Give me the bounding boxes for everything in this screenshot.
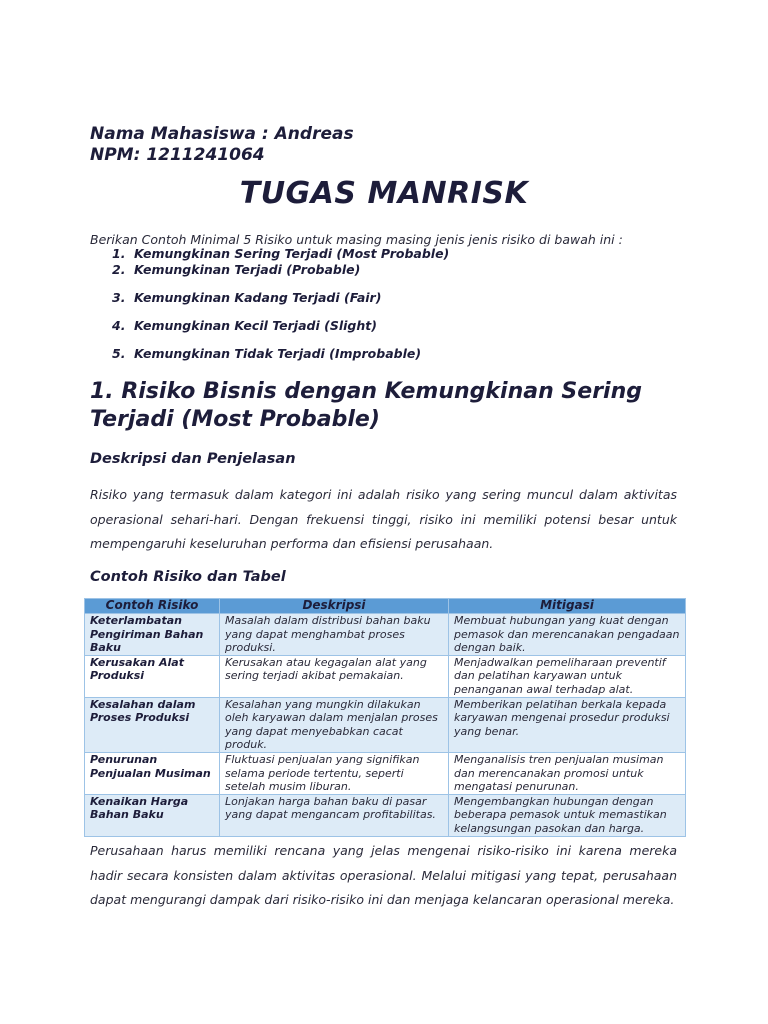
- table-row: [85, 614, 686, 656]
- table-cell: Masalah dalam distribusi bahan baku yang dapat menghambat proses produksi.: [220, 614, 449, 656]
- table-cell: Menjadwalkan pemeliharaan preventif dan pelatihan karyawan untuk penanganan awal terhadap alat.: [449, 655, 686, 697]
- table-header-cell: Mitigasi: [449, 599, 686, 614]
- closing-paragraph: Perusahaan harus memiliki rencana yang jelas mengenai risiko-risiko ini karena mereka hadir secara konsisten dalam aktivitas operasional. Melalui mitigasi yang tepat, perusahaan dapat mengurangi dampak dari risiko-risiko ini dan menjaga kelancaran operasional mereka.: [90, 843, 677, 907]
- table-cell: Menganalisis tren penjualan musiman dan merencanakan promosi untuk mengatasi penurunan.: [449, 752, 686, 794]
- table-cell: Kesalahan dalam Proses Produksi: [85, 697, 220, 752]
- table-cell: Keterlambatan Pengiriman Bahan Baku: [85, 614, 220, 656]
- student-info: [90, 124, 354, 166]
- table-header-cell: Contoh Risiko: [85, 599, 220, 614]
- probability-list-item: 2. Kemungkinan Terjadi (Probable): [112, 262, 361, 277]
- table-cell: Membuat hubungan yang kuat dengan pemasok dan merencanakan pengadaan dengan baik.: [449, 614, 686, 656]
- table-cell: Kesalahan yang mungkin dilakukan oleh karyawan dalam menjalan proses yang dapat menyebabkan cacat produk.: [220, 697, 449, 752]
- student-name: Nama Mahasiswa : Andreas: [90, 124, 354, 144]
- risk-table: [84, 598, 686, 837]
- table-row: [85, 752, 686, 794]
- table-cell: Mengembangkan hubungan dengan beberapa pemasok untuk memastikan kelangsungan pasokan dan harga.: [449, 794, 686, 836]
- table-header-cell: Deskripsi: [220, 599, 449, 614]
- document-title: TUGAS MANRISK: [239, 176, 529, 211]
- table-header-row: [85, 599, 686, 614]
- description-paragraph: Risiko yang termasuk dalam kategori ini adalah risiko yang sering muncul dalam aktivitas operasional sehari-hari. Dengan frekuensi tinggi, risiko ini memiliki potensi besar untuk mempengaruhi keseluruhan performa dan efisiensi perusahaan.: [90, 487, 677, 551]
- description-heading: Deskripsi dan Penjelasan: [90, 451, 296, 467]
- instruction-text: Berikan Contoh Minimal 5 Risiko untuk masing masing jenis jenis risiko di bawah ini :: [90, 232, 623, 247]
- table-cell: Kenaikan Harga Bahan Baku: [85, 794, 220, 836]
- probability-list-item: 4. Kemungkinan Kecil Terjadi (Slight): [112, 318, 377, 333]
- table-row: [85, 794, 686, 836]
- table-row: [85, 697, 686, 752]
- table-cell: Penurunan Penjualan Musiman: [85, 752, 220, 794]
- section-heading: 1. Risiko Bisnis dengan Kemungkinan Sering Terjadi (Most Probable): [90, 379, 642, 432]
- table-cell: Kerusakan atau kegagalan alat yang sering terjadi akibat pemakaian.: [220, 655, 449, 697]
- student-npm: NPM: 1211241064: [90, 145, 265, 165]
- table-heading: Contoh Risiko dan Tabel: [90, 569, 286, 585]
- probability-list-item: 1. Kemungkinan Sering Terjadi (Most Probable): [112, 246, 450, 261]
- table-cell: Memberikan pelatihan berkala kepada karyawan mengenai prosedur produksi yang benar.: [449, 697, 686, 752]
- table-row: [85, 655, 686, 697]
- probability-list-item: 3. Kemungkinan Kadang Terjadi (Fair): [112, 290, 382, 305]
- table-cell: Lonjakan harga bahan baku di pasar yang dapat mengancam profitabilitas.: [220, 794, 449, 836]
- table-cell: Fluktuasi penjualan yang signifikan selama periode tertentu, seperti setelah musim liburan.: [220, 752, 449, 794]
- probability-list-item: 5. Kemungkinan Tidak Terjadi (Improbable): [112, 346, 422, 361]
- table-cell: Kerusakan Alat Produksi: [85, 655, 220, 697]
